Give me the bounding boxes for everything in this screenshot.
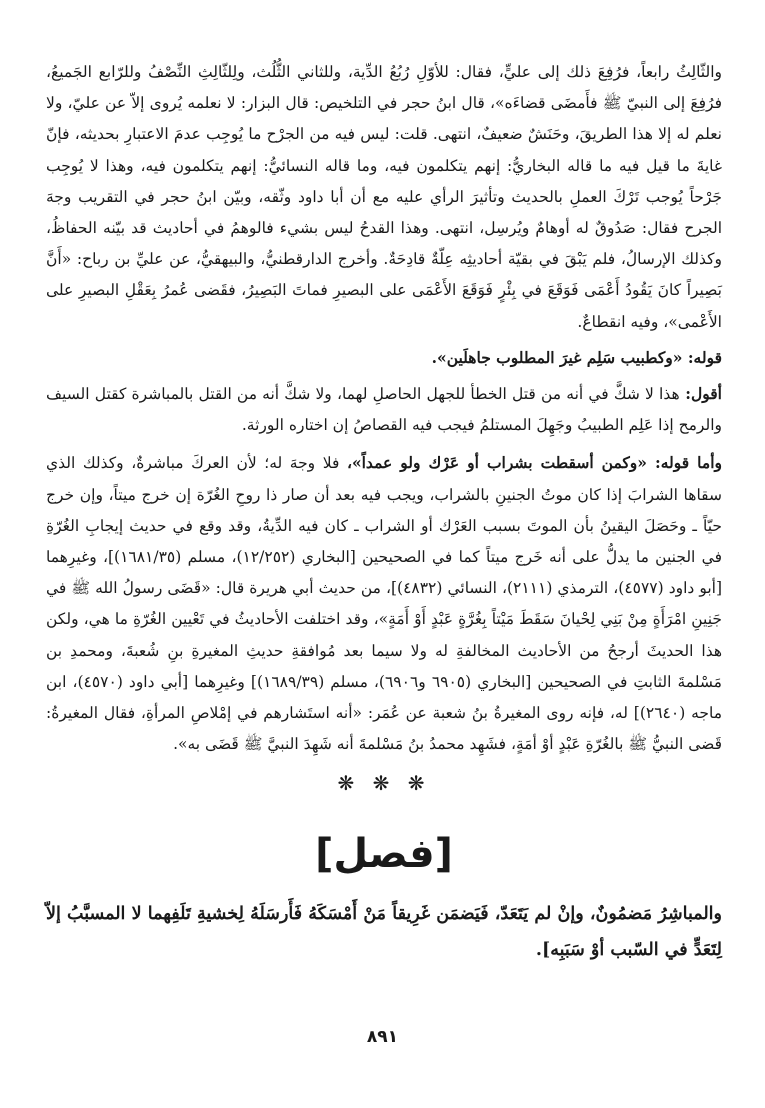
section-heading-wrap (46, 822, 722, 892)
section-heading: [فصل] (315, 831, 453, 878)
paragraph-quote: «وكطبيب سَلِم غيرَ المطلوب جاهلَين». (431, 347, 683, 367)
paragraph-quote: «وكمن أسقطت بشراب أو عَرْك ولو عمداً»، (346, 453, 647, 473)
section-separator: ❋ ❋ ❋ (337, 771, 431, 796)
paragraph-lead: قوله: (682, 347, 722, 367)
matn-text: والمباشِرُ مَضمُونٌ، وإنْ لم يَتَعَدّ، فَيَضمَن غَرِيقاً مَنْ أَمْسَكَهُ فَأَرسَلَهُ لِخشيةِ تَلَفِهما لا المسبَّبُ إلاّ لِتَعَدٍّ في السّبب أوْ سَبَبِه]. (46, 904, 722, 961)
paragraph-2 (46, 342, 722, 374)
page-number: ٨٩١ (366, 1027, 399, 1047)
page-body (46, 56, 722, 968)
paragraph-text: والثّالِثُ رابعاً، فرُفِعَ ذلك إلى عليٍّ، فقال: للأوّلِ رُبُعُ الدِّية، وللثاني الثُّلُث، ولِلثّالِثِ النِّصْفُ وللرّابع الجَميعُ، فرُفِعَ إلى النبيّ ﷺ فأَمضَى قضاءَه»، قال ابنُ حجر في التلخيص: قال البزار: لا نعلمه يُروى إلاّ عن عليّ، ولا نعلم له إلا هذا الطريقَ، وحَنَشٌ ضعيفٌ، انتهى. قلت: ليس فيه من الجرْح ما يُوجِب عدمَ الاعتبارِ بحديثه، فإنّ غايةَ ما قيل فيه ما قاله البخاريُّ: إنهم يتكلمون فيه، وما قاله النسائيُّ: إنهم يتكلمون فيه، وهذا لا يُوجِب جَرْحاً يُوجب تَرْكَ العملِ بالحديث وتأثيرَ الرأي عليه مع أن أبا داود وثّقه، وبيّن ابنُ حجر في التقريب وجهَ الجرح فقال: صَدُوقٌ له أوهامٌ ويُرسِل، انتهى. وهذا القدحُ ليس بشيء فالوهمُ في أحاديث قد بيّنه الحفاظُ، وكذلك الإرسالُ، فلم يَبْقَ في بقيّة أحاديثِه عِلّةٌ قادِحَةٌ. وأخرج الدارقطنيُّ، والبيهقيُّ، عن عليِّ بن رباح: «أَنَّ بَصِيراً كانَ يَقُودُ أَعْمَى فَوَقَعَ في بِئْرٍ فَوَقَعَ الأَعْمَى على البصيرِ فماتَ البَصِيرُ، فقَضى عُمرُ بِعَقْلِ البصيرِ على الأَعْمى»، وفيه انقطاعٌ. (46, 63, 722, 331)
paragraph-3 (46, 378, 722, 441)
paragraph-text: هذا لا شكَّ في أنه من قتل الخطأ للجهل الحاصلِ لهما، ولا شكَّ أنه من القتل بالمباشرة كقتل السيف والرمح إذا عَلِم الطبيبُ وجَهِلَ المستلمُ فيجب فيه القصاصُ إن اختاره الورثة. (46, 385, 722, 435)
paragraph-lead: أقول: (679, 384, 722, 404)
paragraph-4 (46, 447, 722, 760)
paragraph-lead: وأما قوله: (646, 453, 723, 473)
paragraph-1 (46, 56, 722, 338)
paragraph-text: فلا وجهَ له؛ لأن العركَ مباشرةٌ، وكذلك الذي سقاها الشرابَ إذا كان موتُ الجنينِ بالشراب، ويجب فيه بعد أن صار ذا روحِ الغُرّة إن خرج ميتاً، وإن خرج حيّاً ـ وحَصَلَ اليقينُ بأن الموتَ بسبب العَرْك أو الشراب ـ كان فيه الدِّيةُ، وقد وقع في حديث إيجابِ الغُرّةِ في الجنين ما يدلُّ على أنه خَرج ميتاً كما في الصحيحين [البخاري (١٢/٢٥٢)، مسلم (١٦٨١/٣٥)]، وغيرِهما [أبو داود (٤٥٧٧)، الترمذي (٢١١١)، النسائي (٤٨٣٢)]، من حديث أبي هريرة قال: «قَضَى رسولُ الله ﷺ في جَنِينِ امْرَأَةٍ مِنْ بَنِي لِحْيانَ سَقَطَ مَيْتاً بِغُرَّةٍ عَبْدٍ أَوْ أَمَةٍ»، وقد اختلفت الأحاديثُ في تَعْيين الغُرّةِ ما هي، ولكن هذا الحديثَ أرجحُ من الأحاديث المخالفةِ له ولا سيما بعد مُوافقةِ حديثِ المغيرةِ بنِ شُعبةَ، ومحمدِ بن مَسْلمةَ الثابتِ في الصحيحين [البخاري (٦٩٠٥ و٦٩٠٦)، مسلم (١٦٨٩/٣٩)] وغيرِهما [أبي داود (٤٥٧٠)، ابن ماجه (٢٦٤٠)] له، فإنه روى المغيرةُ بنُ شعبة عن عُمَر: «أنه استَشارهم في إمْلاصِ المرأةِ، فقال المغيرةُ: قَضى النبيُّ ﷺ بالغُرّةِ عَبْدٍ أوْ أمَةٍ، فشَهِد محمدُ بنُ مَسْلمةَ أنه شَهِدَ النبيَّ ﷺ قَضَى به». (46, 454, 723, 754)
